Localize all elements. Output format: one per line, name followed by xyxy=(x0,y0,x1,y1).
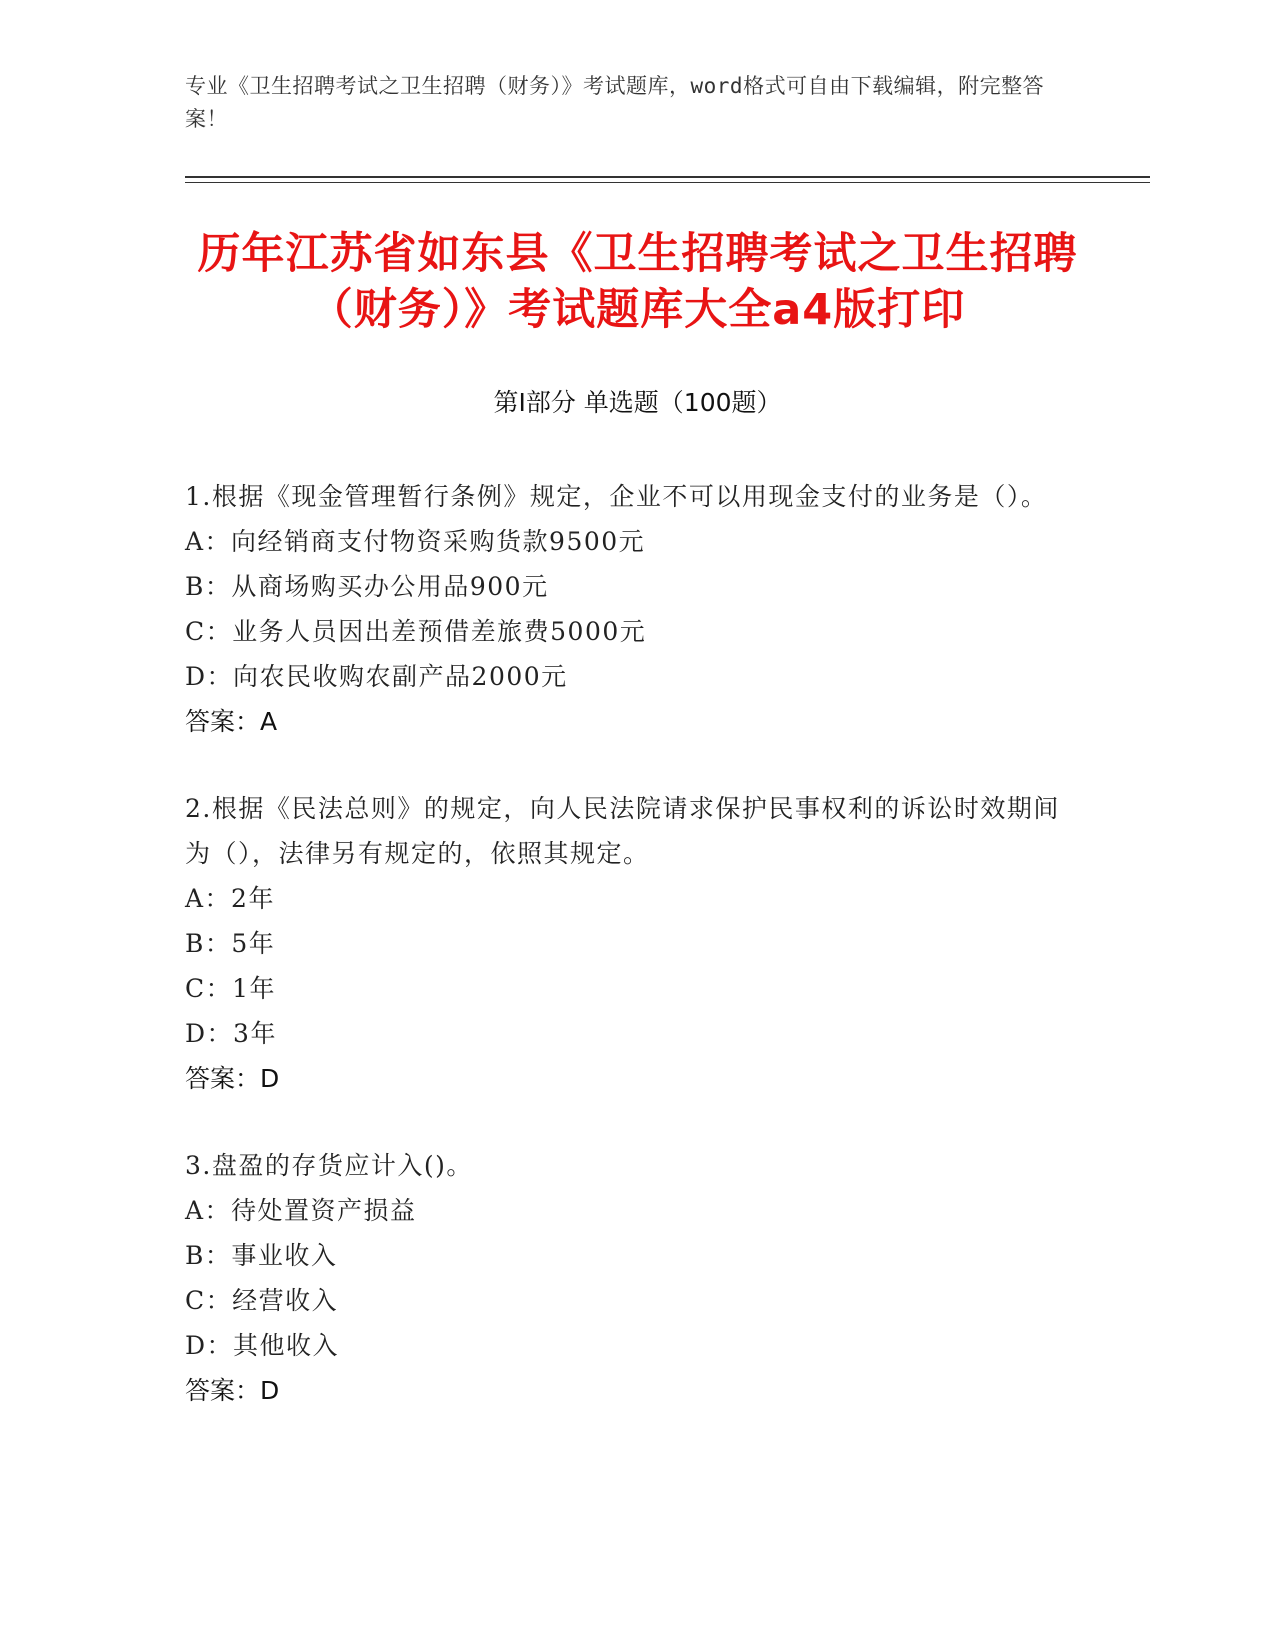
question-answer: 答案：D xyxy=(185,1376,280,1405)
question-list xyxy=(185,474,1065,1455)
question-option-a: A：待处置资产损益 xyxy=(185,1196,417,1225)
question-stem: 3.盘盈的存货应计入()。 xyxy=(185,1151,473,1180)
header-rule-thin xyxy=(185,182,1150,183)
question-option-c: C：经营收入 xyxy=(185,1286,339,1315)
section-title: 第Ⅰ部分 单选题（100题） xyxy=(493,388,782,417)
question-answer: 答案：D xyxy=(185,1064,280,1093)
question-item xyxy=(185,1143,1065,1413)
question-option-c: C：1年 xyxy=(185,974,277,1003)
question-stem: 2.根据《民法总则》的规定，向人民法院请求保护民事权利的诉讼时效期间为（），法律另有规定的，依照其规定。 xyxy=(185,794,1060,868)
header-note: 专业《卫生招聘考试之卫生招聘（财务）》考试题库，word格式可自由下载编辑，附完整答案！ xyxy=(185,74,1045,131)
question-option-d: D：其他收入 xyxy=(185,1331,340,1360)
question-answer: 答案：A xyxy=(185,707,278,736)
question-option-c: C：业务人员因出差预借差旅费5000元 xyxy=(185,617,647,646)
question-option-b: B：从商场购买办公用品900元 xyxy=(185,572,549,601)
question-option-b: B：事业收入 xyxy=(185,1241,338,1270)
question-option-d: D：向农民收购农副产品2000元 xyxy=(185,662,568,691)
question-stem: 1.根据《现金管理暂行条例》规定，企业不可以用现金支付的业务是（）。 xyxy=(185,482,1048,511)
question-item xyxy=(185,474,1065,744)
question-option-d: D：3年 xyxy=(185,1019,277,1048)
question-item xyxy=(185,786,1065,1101)
question-option-a: A：向经销商支付物资采购货款9500元 xyxy=(185,527,646,556)
header-rule-thick xyxy=(185,176,1150,178)
question-option-b: B：5年 xyxy=(185,929,276,958)
question-option-a: A：2年 xyxy=(185,884,275,913)
document-title: 历年江苏省如东县《卫生招聘考试之卫生招聘（财务）》考试题库大全a4版打印 xyxy=(197,229,1078,335)
